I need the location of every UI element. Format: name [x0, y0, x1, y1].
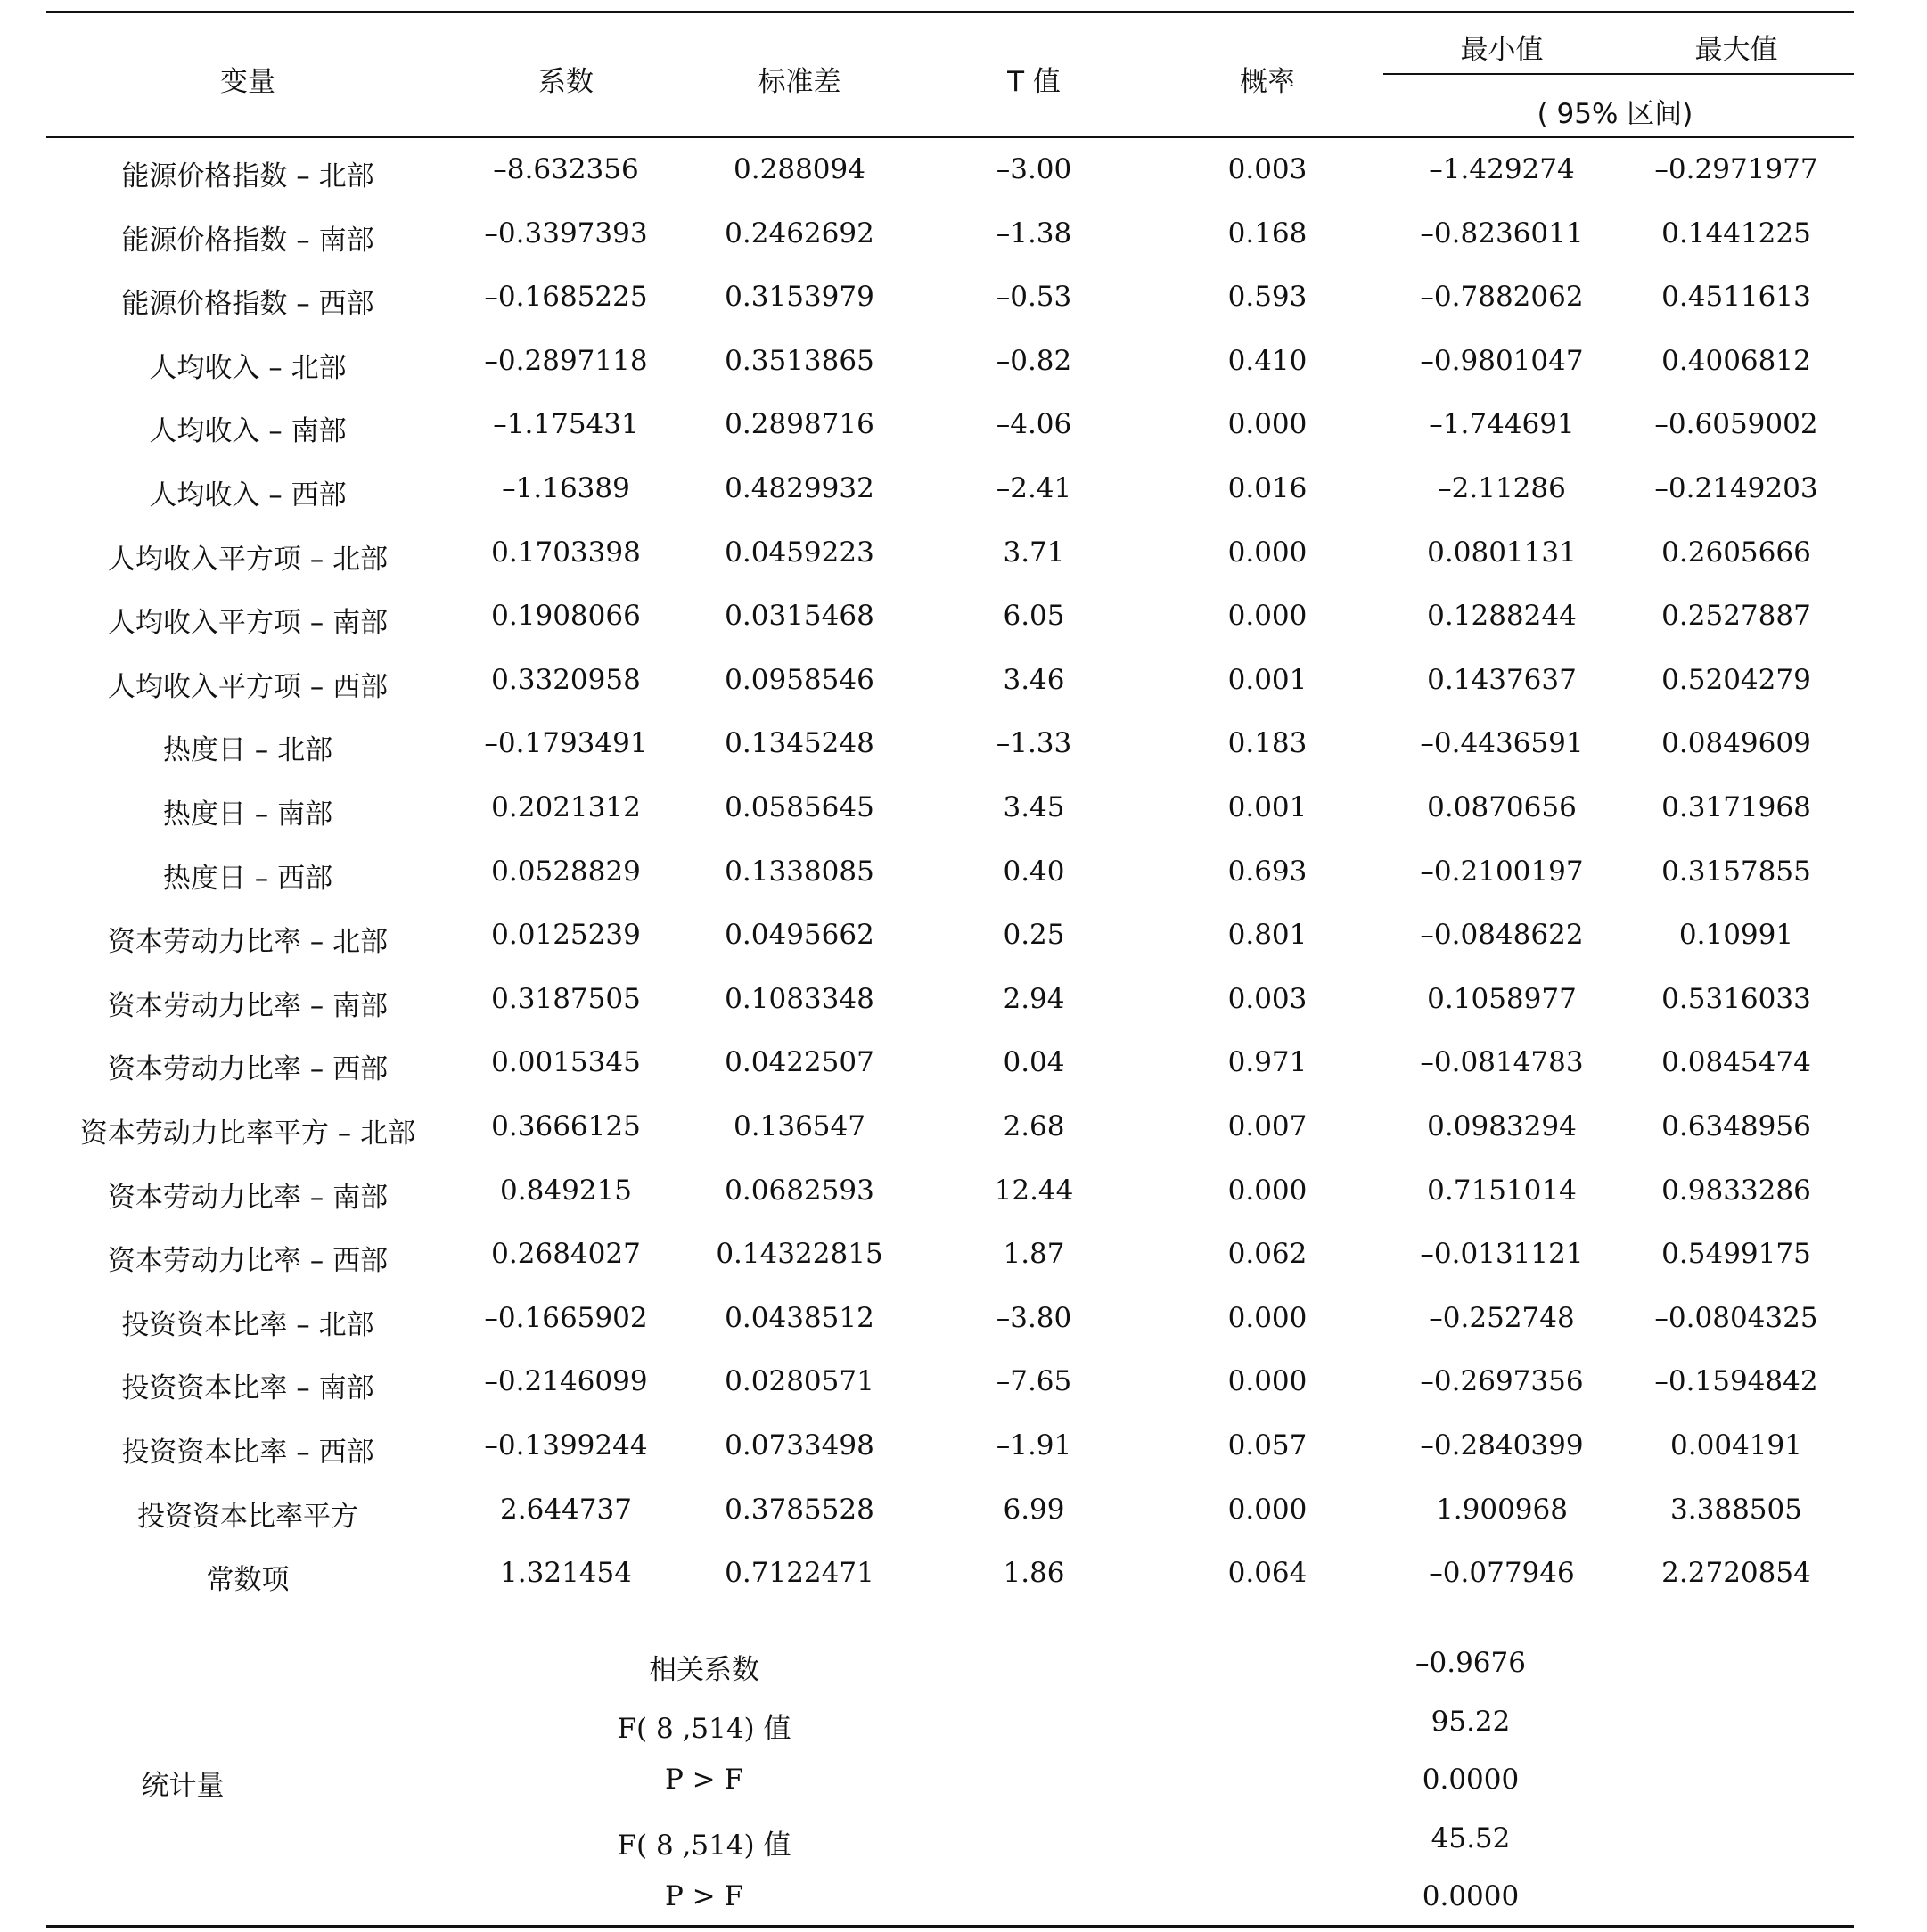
row-label: 投资资本比率 – 南部 [121, 1372, 374, 1404]
cell-coef: –0.1665902 [484, 1302, 648, 1334]
cell-min: –0.0814783 [1420, 1046, 1584, 1078]
cell-max: 0.0849609 [1661, 727, 1811, 759]
cell-se: 0.0958546 [725, 664, 874, 696]
cell-max: –0.1594842 [1654, 1365, 1818, 1397]
cell-coef: 0.1703398 [491, 536, 641, 569]
cell-max: 0.2605666 [1661, 536, 1811, 569]
row-label: 能源价格指数 – 北部 [121, 160, 374, 192]
cell-t: –7.65 [996, 1365, 1072, 1397]
cell-coef: 0.3320958 [491, 664, 641, 696]
cell-coef: 1.321454 [500, 1557, 632, 1589]
cell-t: –4.06 [996, 408, 1072, 440]
row-label: 热度日 – 南部 [162, 798, 333, 831]
cell-se: 0.288094 [734, 153, 865, 185]
cell-t: –0.53 [996, 281, 1072, 313]
statistic-value: –0.9676 [1415, 1647, 1526, 1679]
cell-max: 0.6348956 [1661, 1110, 1811, 1142]
row-label: 人均收入平方项 – 西部 [107, 671, 389, 703]
cell-se: 0.0459223 [725, 536, 874, 569]
row-label: 热度日 – 西部 [162, 863, 333, 895]
cell-p: 0.003 [1227, 153, 1308, 185]
cell-t: –3.00 [996, 153, 1072, 185]
cell-se: 0.2462692 [725, 217, 874, 250]
cell-coef: –0.2146099 [484, 1365, 648, 1397]
cell-t: 0.40 [1003, 855, 1065, 888]
header-t: T 值 [1007, 66, 1061, 98]
statistics-label: 统计量 [141, 1770, 225, 1802]
cell-min: –0.0848622 [1420, 919, 1584, 951]
cell-coef: –0.3397393 [484, 217, 648, 250]
statistic-value: 0.0000 [1422, 1764, 1520, 1796]
cell-se: 0.0585645 [725, 791, 874, 823]
cell-p: 0.062 [1227, 1238, 1308, 1270]
header-interval: ( 95% 区间) [1537, 98, 1693, 130]
cell-min: –0.2697356 [1420, 1365, 1584, 1397]
cell-p: 0.000 [1227, 536, 1308, 569]
cell-se: 0.0682593 [725, 1175, 874, 1207]
cell-min: –0.4436591 [1420, 727, 1584, 759]
cell-t: 6.05 [1003, 600, 1065, 632]
row-label: 投资资本比率 – 西部 [121, 1437, 374, 1469]
cell-max: –0.2971977 [1654, 153, 1818, 185]
cell-max: –0.2149203 [1654, 472, 1818, 504]
row-label: 热度日 – 北部 [162, 734, 333, 766]
cell-p: 0.001 [1227, 664, 1308, 696]
cell-t: 6.99 [1003, 1494, 1065, 1526]
cell-p: 0.003 [1227, 983, 1308, 1015]
cell-se: 0.3513865 [725, 345, 874, 377]
row-label: 人均收入平方项 – 北部 [107, 544, 389, 576]
cell-t: 0.04 [1003, 1046, 1065, 1078]
cell-min: 1.900968 [1436, 1494, 1568, 1526]
statistic-name: P > F [664, 1880, 744, 1912]
cell-se: 0.1083348 [725, 983, 874, 1015]
cell-max: 0.5499175 [1661, 1238, 1811, 1270]
statistic-name: F( 8 ,514) 值 [617, 1713, 791, 1745]
cell-coef: 0.3187505 [491, 983, 641, 1015]
cell-p: 0.410 [1227, 345, 1308, 377]
cell-se: 0.0280571 [725, 1365, 874, 1397]
bottom-rule [46, 1925, 1854, 1928]
statistic-value: 45.52 [1431, 1822, 1511, 1854]
cell-coef: 0.0125239 [491, 919, 641, 951]
cell-p: 0.693 [1227, 855, 1308, 888]
cell-max: –0.6059002 [1654, 408, 1818, 440]
cell-se: 0.0422507 [725, 1046, 874, 1078]
cell-coef: –1.16389 [502, 472, 630, 504]
cell-min: 0.1437637 [1427, 664, 1577, 696]
cell-se: 0.1345248 [725, 727, 874, 759]
interval-rule [1383, 73, 1854, 75]
cell-min: 0.0801131 [1427, 536, 1577, 569]
row-label: 人均收入 – 西部 [149, 479, 347, 512]
row-label: 人均收入 – 北部 [149, 352, 347, 384]
cell-t: –3.80 [996, 1302, 1072, 1334]
cell-p: 0.007 [1227, 1110, 1308, 1142]
row-label: 常数项 [206, 1564, 290, 1596]
cell-coef: 0.2021312 [491, 791, 641, 823]
row-label: 资本劳动力比率 – 南部 [107, 990, 389, 1022]
row-label: 资本劳动力比率 – 南部 [107, 1182, 389, 1214]
cell-p: 0.971 [1227, 1046, 1308, 1078]
cell-t: –1.33 [996, 727, 1072, 759]
cell-coef: –0.2897118 [484, 345, 648, 377]
cell-min: –0.252748 [1429, 1302, 1575, 1334]
cell-se: 0.0315468 [725, 600, 874, 632]
cell-p: 0.593 [1227, 281, 1308, 313]
cell-max: 0.4006812 [1661, 345, 1811, 377]
cell-p: 0.801 [1227, 919, 1308, 951]
header-coef: 系数 [538, 66, 594, 98]
cell-min: 0.0983294 [1427, 1110, 1577, 1142]
cell-coef: 0.849215 [500, 1175, 632, 1207]
cell-se: 0.0438512 [725, 1302, 874, 1334]
row-label: 资本劳动力比率 – 西部 [107, 1053, 389, 1085]
cell-t: 12.44 [994, 1175, 1074, 1207]
cell-max: 0.10991 [1678, 919, 1794, 951]
header-min: 最小值 [1460, 34, 1544, 66]
header-prob: 概率 [1240, 66, 1295, 98]
cell-coef: 0.2684027 [491, 1238, 641, 1270]
cell-max: 0.004191 [1670, 1429, 1802, 1461]
row-label: 能源价格指数 – 西部 [121, 288, 374, 320]
cell-max: 0.3157855 [1661, 855, 1811, 888]
header-stderr: 标准差 [758, 66, 841, 98]
cell-min: –0.7882062 [1420, 281, 1584, 313]
header-rule [46, 136, 1854, 138]
cell-t: 1.87 [1003, 1238, 1065, 1270]
header-max: 最大值 [1694, 34, 1778, 66]
statistic-name: F( 8 ,514) 值 [617, 1830, 791, 1862]
cell-se: 0.3785528 [725, 1494, 874, 1526]
cell-p: 0.000 [1227, 600, 1308, 632]
cell-min: 0.7151014 [1427, 1175, 1577, 1207]
cell-min: 0.0870656 [1427, 791, 1577, 823]
cell-coef: –0.1399244 [484, 1429, 648, 1461]
cell-se: 0.3153979 [725, 281, 874, 313]
cell-p: 0.000 [1227, 1494, 1308, 1526]
cell-min: 0.1058977 [1427, 983, 1577, 1015]
cell-t: 2.68 [1003, 1110, 1065, 1142]
cell-min: –0.9801047 [1420, 345, 1584, 377]
cell-min: 0.1288244 [1427, 600, 1577, 632]
cell-p: 0.057 [1227, 1429, 1308, 1461]
row-label: 资本劳动力比率平方 – 北部 [79, 1117, 416, 1150]
cell-coef: 2.644737 [500, 1494, 632, 1526]
cell-max: –0.0804325 [1654, 1302, 1818, 1334]
cell-p: 0.000 [1227, 1302, 1308, 1334]
cell-min: –0.8236011 [1420, 217, 1584, 250]
cell-p: 0.000 [1227, 408, 1308, 440]
cell-coef: 0.3666125 [491, 1110, 641, 1142]
cell-max: 0.5316033 [1661, 983, 1811, 1015]
statistic-value: 95.22 [1431, 1706, 1511, 1738]
cell-min: –1.429274 [1429, 153, 1575, 185]
cell-max: 3.388505 [1670, 1494, 1802, 1526]
cell-p: 0.000 [1227, 1175, 1308, 1207]
top-rule [46, 11, 1854, 13]
cell-t: 1.86 [1003, 1557, 1065, 1589]
cell-max: 0.3171968 [1661, 791, 1811, 823]
cell-se: 0.4829932 [725, 472, 874, 504]
cell-p: 0.064 [1227, 1557, 1308, 1589]
cell-max: 0.1441225 [1661, 217, 1811, 250]
cell-coef: –8.632356 [493, 153, 639, 185]
cell-min: –0.077946 [1429, 1557, 1575, 1589]
cell-se: 0.7122471 [725, 1557, 874, 1589]
cell-max: 0.4511613 [1661, 281, 1811, 313]
cell-min: –2.11286 [1438, 472, 1566, 504]
cell-coef: –0.1685225 [484, 281, 648, 313]
cell-coef: –0.1793491 [484, 727, 648, 759]
statistic-name: 相关系数 [649, 1654, 759, 1686]
cell-p: 0.016 [1227, 472, 1308, 504]
cell-coef: 0.0528829 [491, 855, 641, 888]
cell-min: –0.2100197 [1420, 855, 1584, 888]
cell-coef: –1.175431 [493, 408, 639, 440]
cell-se: 0.0495662 [725, 919, 874, 951]
cell-se: 0.0733498 [725, 1429, 874, 1461]
header-variable: 变量 [220, 66, 275, 98]
cell-se: 0.136547 [734, 1110, 865, 1142]
cell-min: –0.0131121 [1420, 1238, 1584, 1270]
row-label: 人均收入 – 南部 [149, 415, 347, 447]
statistic-name: P > F [664, 1764, 744, 1796]
row-label: 投资资本比率平方 [137, 1501, 358, 1533]
cell-max: 0.9833286 [1661, 1175, 1811, 1207]
row-label: 投资资本比率 – 北部 [121, 1309, 374, 1341]
statistic-value: 0.0000 [1422, 1880, 1520, 1912]
cell-se: 0.2898716 [725, 408, 874, 440]
row-label: 资本劳动力比率 – 西部 [107, 1245, 389, 1277]
cell-min: –0.2840399 [1420, 1429, 1584, 1461]
cell-min: –1.744691 [1429, 408, 1575, 440]
cell-t: –2.41 [996, 472, 1072, 504]
cell-coef: 0.0015345 [491, 1046, 641, 1078]
cell-t: 3.46 [1003, 664, 1065, 696]
cell-t: –0.82 [996, 345, 1072, 377]
cell-t: 0.25 [1003, 919, 1065, 951]
cell-t: 2.94 [1003, 983, 1065, 1015]
cell-max: 0.2527887 [1661, 600, 1811, 632]
cell-se: 0.14322815 [716, 1238, 883, 1270]
cell-t: –1.38 [996, 217, 1072, 250]
cell-t: 3.45 [1003, 791, 1065, 823]
row-label: 资本劳动力比率 – 北部 [107, 926, 389, 958]
cell-max: 2.2720854 [1661, 1557, 1811, 1589]
cell-coef: 0.1908066 [491, 600, 641, 632]
cell-max: 0.0845474 [1661, 1046, 1811, 1078]
cell-t: 3.71 [1003, 536, 1065, 569]
cell-p: 0.000 [1227, 1365, 1308, 1397]
cell-se: 0.1338085 [725, 855, 874, 888]
cell-p: 0.001 [1227, 791, 1308, 823]
cell-max: 0.5204279 [1661, 664, 1811, 696]
cell-p: 0.183 [1227, 727, 1308, 759]
row-label: 人均收入平方项 – 南部 [107, 607, 389, 639]
row-label: 能源价格指数 – 南部 [121, 225, 374, 257]
cell-p: 0.168 [1227, 217, 1308, 250]
cell-t: –1.91 [996, 1429, 1072, 1461]
